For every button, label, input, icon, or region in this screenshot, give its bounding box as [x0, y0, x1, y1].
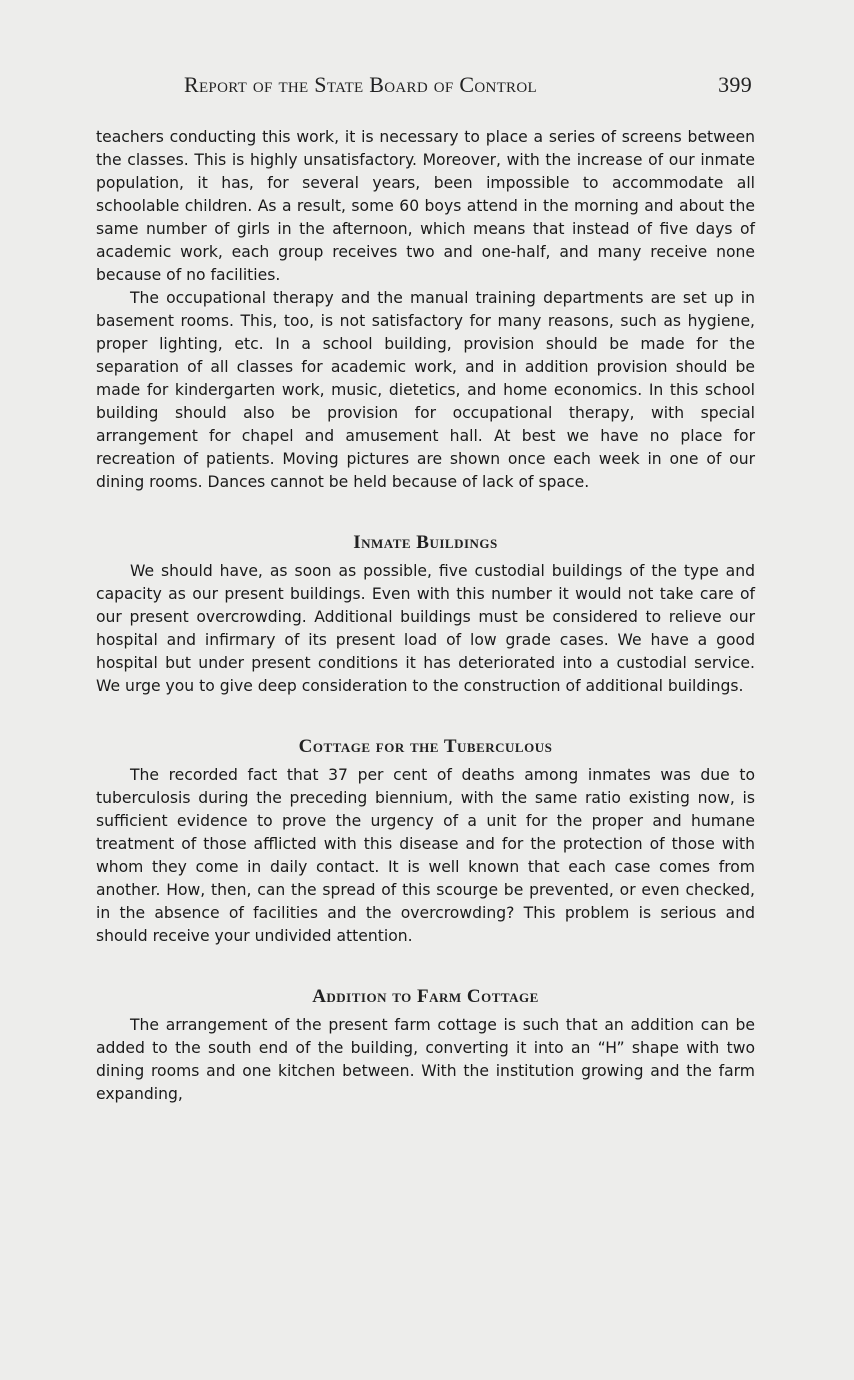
paragraph-farm-cottage: The arrangement of the present farm cottage is such that an addition can be added to the south end of the building, converting it into an “H” shape with two dining rooms and one kitchen between. With the institution growing and the farm expanding, [96, 1016, 755, 1103]
paragraph-tuberculous-cottage: The recorded fact that 37 per cent of deaths among inmates was due to tuberculosis during the preceding biennium, with the same ratio existing now, is sufficient evidence to prove the urgency of a unit for the proper and humane treatment of those afflicted with this disease and for the protection of those with whom they come in daily contact. It is well known that each case comes from another. How, then, can the spread of this scourge be prevented, or even checked, in the absence of facilities and the overcrowding? This problem is serious and should receive your undivided attention. [96, 766, 755, 945]
page-number: 399 [718, 72, 752, 97]
paragraph-school-building: The occupational therapy and the manual training departments are set up in basement rooms. This, too, is not satisfactory for many reasons, such as hygiene, proper lighting, etc. In a school building, provision should be made for the separation of all classes for academic work, and in addition provision should be made for kindergarten work, music, dietetics, and home economics. In this school building should also be provision for occupational therapy, with special arrangement for chapel and amusement hall. At best we have no place for recreation of patients. Moving pictures are shown once each week in one of our dining rooms. Dances cannot be held because of lack of space. [96, 289, 755, 491]
paragraph-continued: teachers conducting this work, it is necessary to place a series of screens between the classes. This is highly unsatisfactory. Moreover, with the increase of our inmate population, it has, for several years, been impossible to accommodate all schoolable children. As a result, some 60 boys attend in the morning and about the same number of girls in the afternoon, which means that instead of five days of academic work, each group receives two and one-half, and many receive none because of no facilities. [96, 128, 755, 284]
section-heading-inmate-buildings: Inmate Buildings [353, 532, 498, 553]
section-heading-tuberculous-cottage: Cottage for the Tuberculous [298, 736, 553, 757]
running-head [184, 72, 752, 104]
body-text [96, 126, 755, 1106]
running-head-title: Report of the State Board of Control [184, 72, 537, 97]
section-heading-farm-cottage: Addition to Farm Cottage [312, 986, 539, 1007]
paragraph-inmate-buildings: We should have, as soon as possible, five custodial buildings of the type and capacity as our present buildings. Even with this number it would not take care of our present overcrowding. Additional buildings must be considered to relieve our hospital and infirmary of its present load of low grade cases. We have a good hospital but under present conditions it has deteriorated into a custodial service. We urge you to give deep consideration to the construction of additional buildings. [96, 562, 755, 695]
